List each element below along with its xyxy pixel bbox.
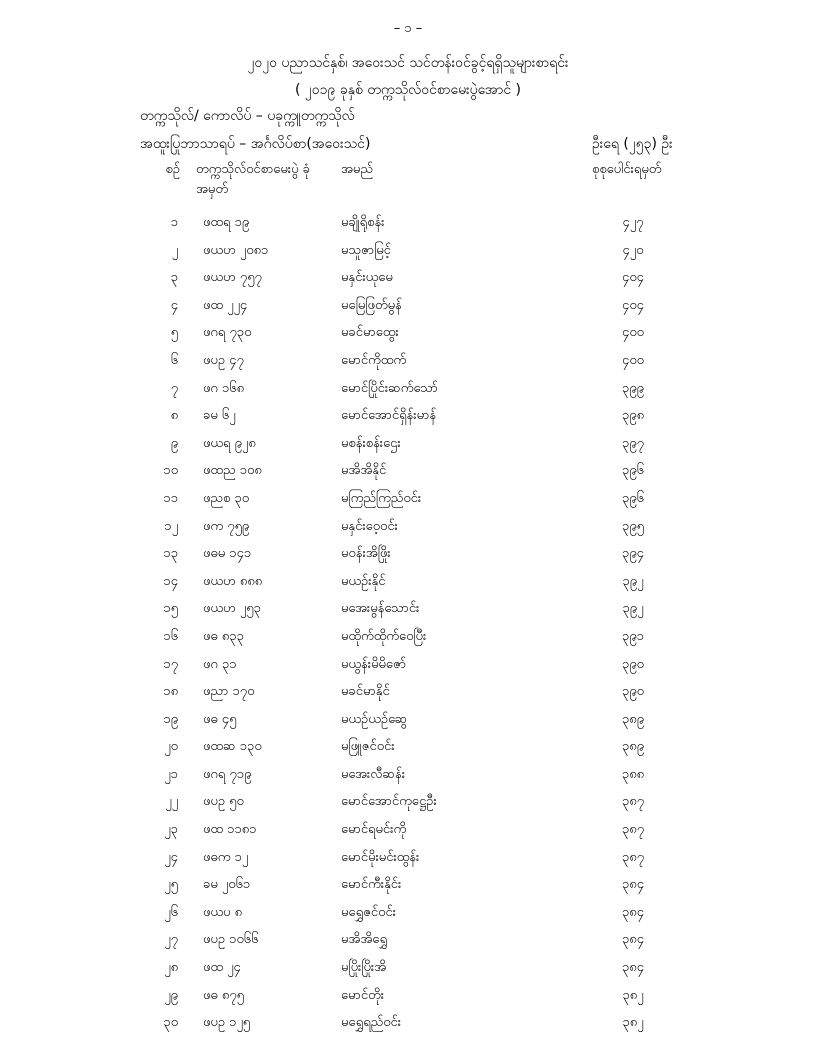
row-roll: ဖယရ ၉၂၈ xyxy=(203,435,256,451)
row-roll: ဖပဥ ၁၂၅ xyxy=(203,1015,251,1031)
table-row xyxy=(0,350,816,378)
table-row xyxy=(0,240,816,268)
row-name: မခင်မာနိုင် xyxy=(341,684,390,700)
row-marks: ၃၉၆ xyxy=(622,463,644,479)
row-no: ၁၈ xyxy=(163,684,178,700)
table-row xyxy=(0,488,816,516)
row-marks: ၃၈၄ xyxy=(621,877,645,893)
row-roll: ဖယဟ ၇၅၇ xyxy=(203,270,262,286)
row-name: မအေးမွန်သောင်း xyxy=(341,601,420,617)
row-no: ၂၂ xyxy=(165,794,178,810)
row-name: မပြိုးပြိုးအိ xyxy=(341,960,387,976)
table-row xyxy=(0,460,816,488)
row-name: မသူဇာမြင့် xyxy=(341,242,391,258)
table-row xyxy=(0,212,816,240)
page-number: – ၁ – xyxy=(393,21,423,36)
row-marks: ၃၉၁ xyxy=(622,628,644,644)
table-row xyxy=(0,985,816,1013)
row-marks: ၃၉၂ xyxy=(622,601,644,617)
table-row xyxy=(0,571,816,599)
row-no: ၁၉ xyxy=(163,711,178,727)
row-name: မောင်ကိုထက် xyxy=(341,352,407,368)
page-title: ၂၀၂၀ ပညာသင်နှစ်၊ အဝေးသင် သင်တန်းဝင်ခွင့်ရရှိသူများစာရင်း xyxy=(247,55,569,71)
row-name: မရွှေဇင်ဝင်း xyxy=(341,904,396,920)
row-name: မစန်းစန်းဌေး xyxy=(341,435,401,451)
row-no: ၉ xyxy=(170,435,178,451)
table-row xyxy=(0,874,816,902)
table-row xyxy=(0,764,816,792)
row-roll: ခမ ၂၀၆၁ xyxy=(203,877,251,893)
row-marks: ၄၀၀ xyxy=(622,325,644,341)
table-row xyxy=(0,378,816,406)
row-marks: ၃၉၄ xyxy=(622,546,644,562)
row-marks: ၃၈၂ xyxy=(622,1015,644,1031)
row-roll: ဖပဥ ၅၀ xyxy=(203,794,244,810)
row-name: မရွှေရည်ဝင်း xyxy=(341,1015,402,1031)
row-no: ၁၇ xyxy=(163,656,178,672)
row-roll: ဖဓ ၈၃၃ xyxy=(203,628,244,644)
row-roll: ဖထည ၁၀၈ xyxy=(203,463,262,479)
row-roll: ဖပဥ ၄၇ xyxy=(203,352,244,368)
row-roll: ဖဂရ ၇၃၀ xyxy=(203,325,252,341)
table-body xyxy=(0,212,816,1040)
row-name: မယဉ်းနိုင် xyxy=(341,573,386,589)
row-no: ၁၃ xyxy=(163,546,178,562)
row-roll: ဖက ၇၅၉ xyxy=(203,518,250,534)
row-roll: ဖဓ ၈၇၅ xyxy=(203,987,244,1003)
row-roll: ဖဓ ၄၅ xyxy=(203,711,237,727)
row-no: ၂၆ xyxy=(164,904,178,920)
row-name: မောင်ပြိုင်းဆက်သော် xyxy=(341,380,438,396)
table-row xyxy=(0,405,816,433)
row-no: ၄ xyxy=(170,297,178,313)
row-marks: ၃၈၇ xyxy=(621,794,645,810)
row-no: ၂၅ xyxy=(164,877,178,893)
row-marks: ၄၀၄ xyxy=(622,297,644,313)
row-roll: ဖညာ ၁၇၀ xyxy=(203,684,255,700)
row-roll: ဖဓက ၁၂ xyxy=(203,849,249,865)
row-marks: ၃၈၄ xyxy=(621,960,645,976)
row-marks: ၃၈၉ xyxy=(621,711,645,727)
university-line: တက္ကသိုလ်/ ကောလိပ် – ပခုက္ကူတက္ကသိုလ် xyxy=(140,108,355,124)
row-roll: ဖယပ ၈ xyxy=(203,904,243,920)
row-marks: ၃၉၀ xyxy=(622,656,644,672)
row-marks: ၄၀၄ xyxy=(622,270,644,286)
row-no: ၁၀ xyxy=(163,463,178,479)
row-name: မယဉ်ယဉ်ဆွေ xyxy=(341,711,408,727)
row-name: မအိအိနိုင် xyxy=(341,463,387,479)
row-name: မအိအိရွှေ xyxy=(341,932,388,948)
major-line: အထူးပြုဘာသာရပ် – အင်္ဂလိပ်စာ(အဝေးသင်) xyxy=(140,136,371,152)
row-no: ၂၀ xyxy=(164,739,178,755)
row-roll: ဖထဆ ၁၃၀ xyxy=(203,739,262,755)
table-row xyxy=(0,322,816,350)
row-marks: ၃၈၄ xyxy=(621,904,645,920)
col-header-name: အမည် xyxy=(341,162,373,177)
row-no: ၈ xyxy=(170,408,178,424)
table-row xyxy=(0,626,816,654)
row-roll: ဖယဟ ၂၀၈၁ xyxy=(203,242,269,258)
table-row xyxy=(0,267,816,295)
row-marks: ၃၉၆ xyxy=(622,490,644,506)
col-header-marks: စုစုပေါင်းရမှတ် xyxy=(592,162,662,177)
table-row xyxy=(0,433,816,461)
table-row xyxy=(0,736,816,764)
row-name: မောင်အောင်ကုဋ္ဌေဦး xyxy=(341,794,437,810)
row-marks: ၃၈၄ xyxy=(621,932,645,948)
row-name: မထိုက်ထိုက်ဝေပြီး xyxy=(341,628,427,644)
table-row xyxy=(0,929,816,957)
row-roll: ဖထ ၂၂၄ xyxy=(203,297,248,313)
row-roll: ဖဂ ၁၆၈ xyxy=(203,380,245,396)
row-roll: ဖယဟ ၈၈၈ xyxy=(203,573,263,589)
row-marks: ၃၈၉ xyxy=(621,739,645,755)
row-no: ၂၈ xyxy=(164,960,178,976)
row-roll: ဖဓမ ၁၄၁ xyxy=(203,546,252,562)
table-row xyxy=(0,847,816,875)
row-name: မချိုရိုစန်း xyxy=(341,215,385,230)
row-no: ၁၂ xyxy=(164,518,178,534)
row-no: ၁၄ xyxy=(163,573,178,589)
row-name: မအေးလီဆန်း xyxy=(341,766,405,782)
row-marks: ၄၂၇ xyxy=(622,215,644,230)
row-no: ၅ xyxy=(170,325,178,341)
row-marks: ၃၈၇ xyxy=(621,849,645,865)
row-name: မဖြူဇင်ဝင်း xyxy=(341,739,395,755)
table-row xyxy=(0,295,816,323)
row-no: ၁၅ xyxy=(163,601,178,617)
row-roll: ဖဂ ၃၁ xyxy=(203,656,237,672)
table-row xyxy=(0,791,816,819)
row-no: ၂၇ xyxy=(164,932,178,948)
row-no: ၂၄ xyxy=(164,849,178,865)
table-row xyxy=(0,1012,816,1040)
row-roll: ဖထရ ၁၉ xyxy=(203,215,250,230)
row-no: ၇ xyxy=(170,380,178,396)
row-marks: ၃၉၉ xyxy=(622,380,644,396)
total-count: ဦးရေ (၂၅၃) ဦး xyxy=(592,136,673,152)
row-roll: ဖထ ၂၄ xyxy=(203,960,241,976)
row-marks: ၃၉၇ xyxy=(622,435,644,451)
row-marks: ၃၈၇ xyxy=(621,822,645,838)
row-no: ၆ xyxy=(170,352,178,368)
row-name: မဝန်းအိဖြိုး xyxy=(341,546,391,562)
row-marks: ၃၉၀ xyxy=(622,684,644,700)
row-no: ၁၆ xyxy=(163,628,178,644)
row-no: ၂၃ xyxy=(164,822,178,838)
row-name: မနှင်းဝေ့ဝင်း xyxy=(341,518,398,534)
table-row xyxy=(0,709,816,737)
col-header-roll: တက္ကသိုလ်ဝင်စာမေးပွဲ ခုံအမှတ် xyxy=(196,162,310,197)
table-row xyxy=(0,598,816,626)
col-header-no: စဉ် xyxy=(165,162,180,177)
row-roll: ဖဂရ ၇၁၉ xyxy=(203,766,252,782)
table-row xyxy=(0,654,816,682)
row-marks: ၃၈၂ xyxy=(622,987,644,1003)
row-name: မောင်ရမင်းကို xyxy=(341,822,407,838)
row-marks: ၃၉၂ xyxy=(622,573,644,589)
row-no: ၃ xyxy=(170,270,178,286)
row-marks: ၃၉၅ xyxy=(622,518,644,534)
page-subtitle: ( ၂၀၁၉ ခုနှစ် တက္ကသိုလ်ဝင်စာမေးပွဲအောင် ) xyxy=(294,82,522,98)
row-marks: ၃၉၈ xyxy=(621,408,645,424)
row-no: ၂၁ xyxy=(164,766,178,782)
row-no: ၁၁ xyxy=(163,490,178,506)
row-marks: ၄၂၀ xyxy=(622,242,644,258)
row-name: မနှင်းယုမေ xyxy=(341,270,393,286)
row-marks: ၃၈၈ xyxy=(621,766,645,782)
row-roll: ဖညစ ၃၀ xyxy=(203,490,250,506)
row-roll: ခမ ၆၂ xyxy=(203,408,236,424)
row-roll: ဖထ ၁၁၈၁ xyxy=(203,822,257,838)
table-row xyxy=(0,819,816,847)
row-no: ၂ xyxy=(171,242,178,258)
row-name: မကြည်ကြည်ဝင်း xyxy=(341,490,422,506)
row-no: ၃၀ xyxy=(163,1015,178,1031)
row-name: မောင်ကီးနိုင်း xyxy=(341,877,402,893)
table-row xyxy=(0,957,816,985)
table-row xyxy=(0,516,816,544)
row-name: မောင်အောင်ရှိန်းမာန် xyxy=(341,408,437,424)
row-no: ၂၉ xyxy=(164,987,178,1003)
row-no: ၁ xyxy=(170,215,178,230)
row-name: မခင်မာထွေး xyxy=(341,325,399,341)
table-row xyxy=(0,681,816,709)
row-marks: ၄၀၀ xyxy=(622,352,644,368)
row-roll: ဖယဟ ၂၅၃ xyxy=(203,601,261,617)
row-name: မယွန်းမိမိဇော် xyxy=(341,656,407,672)
table-row xyxy=(0,902,816,930)
table-row xyxy=(0,543,816,571)
row-name: မောင်မိုးမင်းထွန်း xyxy=(341,849,420,865)
row-name: မောင်တိုး xyxy=(341,987,384,1003)
row-name: မမြေဖြတ်မွန် xyxy=(341,297,402,313)
row-roll: ဖပဥ ၁၀၆၆ xyxy=(203,932,259,948)
